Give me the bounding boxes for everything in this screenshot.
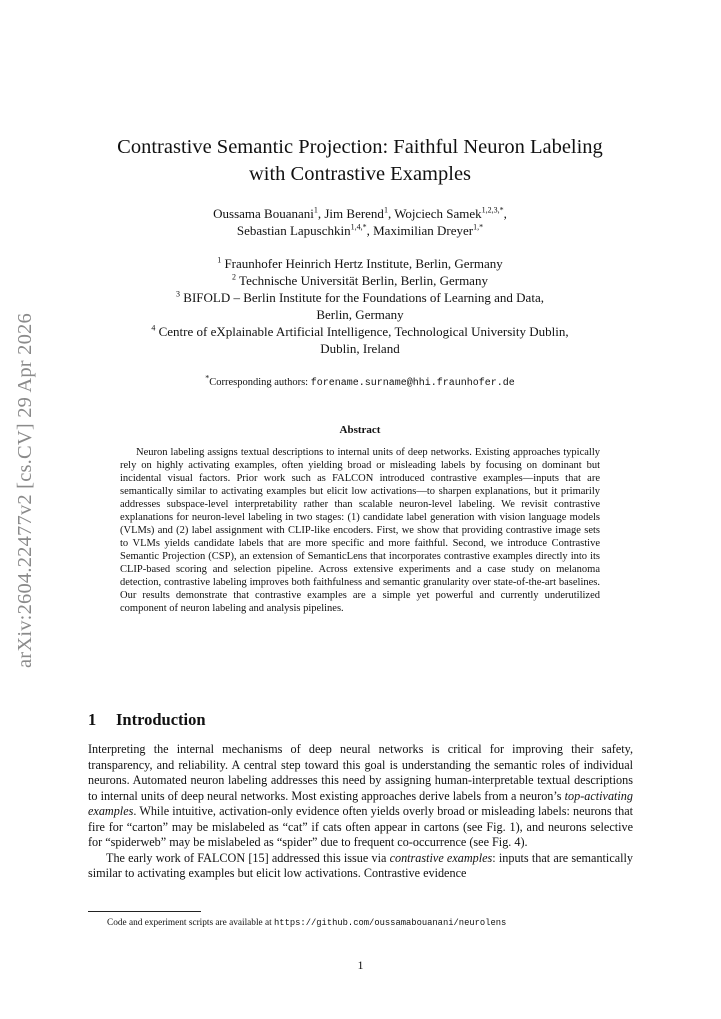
affiliation-item: $^2$ Technische Universität Berlin, Berlin, Germany xyxy=(232,272,488,288)
introduction-body xyxy=(88,742,633,882)
author-affiliation: 1 xyxy=(383,205,388,215)
paragraph: The early work of FALCON [15] addressed this issue via contrastive examples: inputs that are semantically similar to activating examples but elicit low activations. Contrastive evidence xyxy=(88,850,634,880)
affiliation-list xyxy=(60,255,660,357)
arxiv-identifier: arXiv:2604.22477v2 [cs.CV] 29 Apr 2026 xyxy=(14,313,36,668)
footnote: Code and experiment scripts are available at https://github.com/oussamabouanani/neurolens xyxy=(107,918,507,928)
title-line-2: with Contrastive Examples xyxy=(248,163,472,185)
author-name: Jim Berend xyxy=(324,206,384,221)
abstract-heading: Abstract xyxy=(339,424,381,436)
author-line-1: Oussama Bouanani$^1$, Jim Berend$^1$, Wojciech Samek$^{1,2,3,*}$, xyxy=(213,205,507,221)
corresponding-authors: *Corresponding authors: forename.surname@hhi.fraunhofer.de xyxy=(205,373,515,389)
code-link[interactable]: https://github.com/oussamabouanani/neurolens xyxy=(274,918,507,928)
paragraph: Interpreting the internal mechanisms of deep neural networks is critical for improving their safety, transparency, and reliability. A central step toward this goal is understanding the semantic roles of individual neurons. Automated neuron labeling addresses this need by assigning human-interpretable textual descriptions to internal units of deep neural networks. Most existing approaches derive labels from a neuron’s top-activating examples. While intuitive, activation-only evidence often yields overly broad or misleading labels: neurons that fire for “carton” may be mislabeled as “cat” if cats often appear in cartons (see Fig. 1), and neurons selective for “spiderweb” may be mislabeled as “spider” due to frequent co-occurrence (see Fig. 4). xyxy=(88,742,633,849)
author-affiliation: 1,4,* xyxy=(350,222,367,232)
affiliation-item: $^4$ Centre of eXplainable Artificial Intelligence, Technological University Dublin, Dublin, Ireland xyxy=(151,323,569,356)
author-line-2: Sebastian Lapuschkin$^{1,4,*}$, Maximilian Dreyer$^{1,*}$ xyxy=(236,222,484,238)
affiliation-item: $^1$ Fraunhofer Heinrich Hertz Institute, Berlin, Germany xyxy=(217,255,503,271)
page-number: 1 xyxy=(357,958,364,972)
author-affiliation: 1 xyxy=(313,205,318,215)
footnote-rule xyxy=(88,911,201,912)
author-affiliation: 1,2,3,* xyxy=(481,205,504,215)
section-heading xyxy=(88,710,206,730)
section-title: Introduction xyxy=(116,710,206,729)
author-list xyxy=(60,205,660,239)
author-name: Wojciech Samek xyxy=(394,206,482,221)
email-address[interactable]: forename.surname@hhi.fraunhofer.de xyxy=(310,378,515,389)
author-name: Maximilian Dreyer xyxy=(373,223,474,238)
author-name: Oussama Bouanani xyxy=(213,206,314,221)
title-line-1: Contrastive Semantic Projection: Faithful Neuron Labeling xyxy=(117,136,603,158)
abstract-text: Neuron labeling assigns textual descriptions to internal units of deep networks. Existing approaches typically rely on highly activating examples, often yielding broad or misleading labels by focusing on dominant but incidental visual factors. Prior work such as FALCON introduced contrastive examples—inputs that are semantically similar to activating examples but elicit low activations—to sharpen explanations, but it primarily addresses subspace-level interpretability rather than scalable neuron-level labeling. We revisit contrastive explanations for neuron-level labeling in two stages: (1) candidate label generation with vision language models (VLMs) and (2) label assignment with CLIP-like encoders. First, we show that providing contrastive image sets to VLMs yields candidate labels that are more specific and more faithful. Second, we introduce Contrastive Semantic Projection (CSP), an extension of SemanticLens that incorporates contrastive examples directly into its CLIP-based scoring and selection pipeline. Across extensive experiments and a case study on melanoma detection, contrastive labeling improves both faithfulness and semantic granularity over state-of-the-art baselines. Our results demonstrate that contrastive examples are a simple yet powerful and currently underutilized component of neuron labeling and analysis pipelines. xyxy=(120,447,600,614)
section-number: 1 xyxy=(88,710,97,729)
arxiv-sidebar xyxy=(14,313,54,669)
paper-title xyxy=(60,134,660,188)
affiliation-item: $^3$ BIFOLD – Berlin Institute for the Foundations of Learning and Data, Berlin, Germany xyxy=(176,289,544,322)
author-affiliation: 1,* xyxy=(473,222,484,232)
author-name: Sebastian Lapuschkin xyxy=(236,223,351,238)
